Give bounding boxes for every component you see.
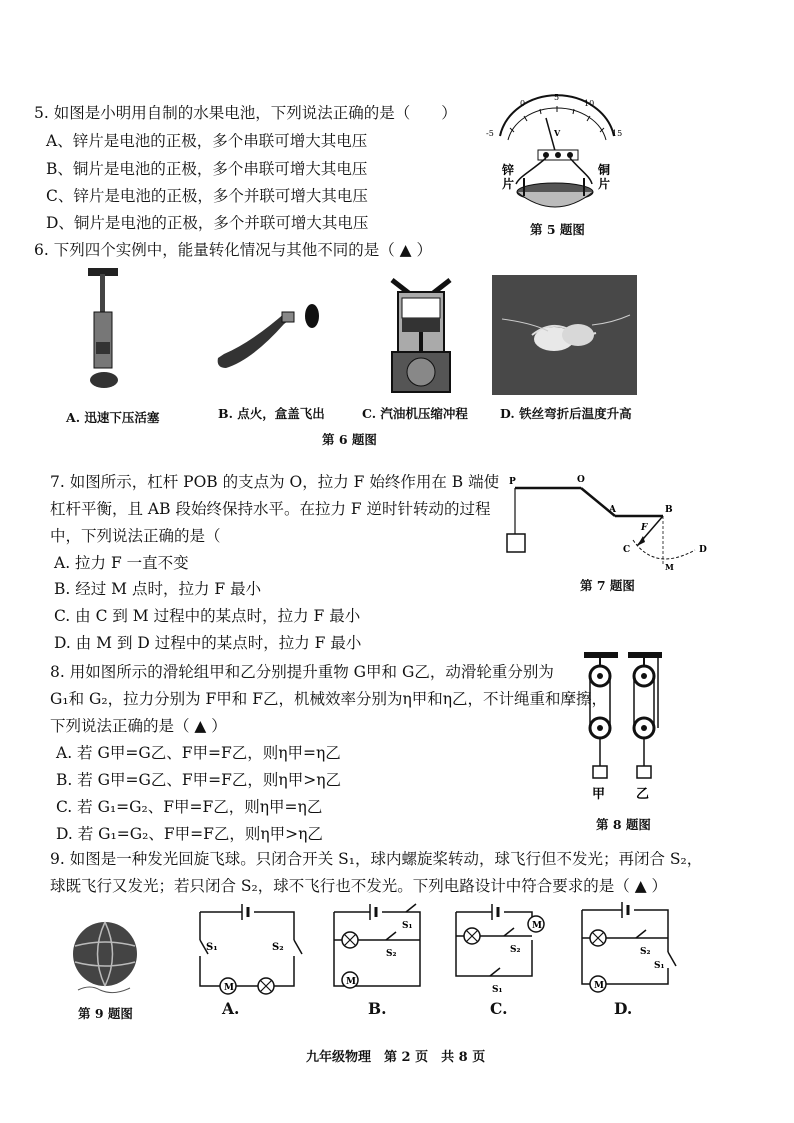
svg-text:S₂: S₂ (272, 942, 284, 953)
q7-lever-figure (505, 472, 715, 577)
svg-text:S₁: S₁ (492, 985, 503, 995)
svg-text:0: 0 (520, 99, 526, 108)
circuit-c-label: C. (490, 999, 508, 1018)
q6-option-d: D. 铁丝弯折后温度升高 (500, 406, 632, 421)
circuit-d (578, 896, 678, 1000)
page-footer: 九年级物理 第 2 页 共 8 页 (306, 1050, 486, 1065)
q7-option-a: A. 拉力 F 一直不变 (54, 554, 189, 572)
q7-line-2: 杠杆平衡，且 AB 段始终保持水平。在拉力 F 逆时针转动的过程 (50, 500, 491, 518)
circuit-a-label: A. (222, 999, 240, 1018)
q8-figure-caption: 第 8 题图 (596, 817, 651, 832)
svg-text:S₂: S₂ (640, 947, 651, 957)
q6-piston-figure (82, 268, 132, 396)
q8-option-b: B. 若 G甲=G乙、F甲=F乙，则η甲>η乙 (56, 771, 341, 789)
q9-flying-ball-photo (70, 918, 140, 998)
svg-text:O: O (577, 475, 585, 485)
svg-text:B: B (665, 505, 673, 515)
q7-line-3: 中，下列说法正确的是（ (50, 527, 221, 545)
q8-line-1: 8. 用如图所示的滑轮组甲和乙分别提升重物 G甲和 G乙，动滑轮重分别为 (50, 663, 554, 681)
q6-option-c: C. 汽油机压缩冲程 (362, 406, 468, 421)
zinc-label: 锌 (502, 163, 515, 177)
q8-pulley-figure (580, 652, 670, 804)
svg-text:片: 片 (598, 177, 611, 191)
q7-line-1: 7. 如图所示，杠杆 POB 的支点为 O，拉力 F 始终作用在 B 端使 (50, 473, 500, 491)
svg-text:S₁: S₁ (654, 961, 665, 971)
q6-igniter-figure (212, 298, 332, 378)
q8-option-c: C. 若 G₁=G₂、F甲=F乙，则η甲=η乙 (56, 798, 323, 816)
circuit-d-label: D. (614, 999, 633, 1018)
meter-tick-minus5: -5 (486, 129, 494, 138)
svg-text:D: D (699, 545, 707, 555)
svg-text:M: M (665, 562, 674, 572)
svg-text:M: M (224, 983, 234, 993)
q6-figure-caption: 第 6 题图 (322, 432, 377, 447)
svg-text:15: 15 (612, 129, 623, 138)
q5-option-b: B、铜片是电池的正极，多个串联可增大其电压 (46, 160, 368, 178)
q5-option-c: C、锌片是电池的正极，多个并联可增大其电压 (46, 187, 368, 205)
circuit-b-label: B. (368, 999, 387, 1018)
q5-fruit-battery-figure (480, 92, 630, 217)
q5-option-d: D、铜片是电池的正极，多个并联可增大其电压 (46, 214, 369, 232)
q6-option-b: B. 点火，盒盖飞出 (218, 406, 325, 421)
q6-option-a: A. 迅速下压活塞 (66, 410, 160, 425)
q7-option-c: C. 由 C 到 M 过程中的某点时，拉力 F 最小 (54, 607, 361, 625)
circuit-b (330, 900, 430, 1000)
q6-stem: 6. 下列四个实例中，能量转化情况与其他不同的是（ ▲ ） (34, 241, 432, 259)
svg-text:S₁: S₁ (402, 921, 413, 931)
q9-line-2: 球既飞行又发光；若只闭合 S₂，球不飞行也不发光。下列电路设计中符合要求的是（ ▲ ） (50, 877, 668, 895)
svg-text:片: 片 (502, 177, 515, 191)
svg-text:V: V (554, 128, 561, 138)
q8-line-2: G₁和 G₂，拉力分别为 F甲和 F乙，机械效率分别为η甲和η乙，不计绳重和摩擦， (50, 690, 608, 708)
q8-line-3: 下列说法正确的是（ ▲ ） (50, 717, 227, 735)
svg-text:M: M (532, 921, 542, 931)
pulley-yi-label: 乙 (636, 787, 650, 802)
q5-stem: 5. 如图是小明用自制的水果电池，下列说法正确的是（ ） (34, 104, 457, 122)
q9-figure-caption: 第 9 题图 (78, 1006, 133, 1021)
q5-option-a: A、锌片是电池的正极，多个串联可增大其电压 (46, 132, 368, 150)
svg-text:S₂: S₂ (386, 949, 397, 959)
svg-text:F: F (641, 523, 648, 533)
q7-figure-caption: 第 7 题图 (580, 578, 635, 593)
circuit-c (452, 900, 552, 1000)
svg-text:10: 10 (584, 99, 595, 108)
svg-text:S₂: S₂ (510, 945, 521, 955)
svg-text:S₁: S₁ (206, 942, 218, 953)
q6-wire-bending-photo (492, 275, 637, 395)
q5-figure-caption: 第 5 题图 (530, 222, 585, 237)
svg-text:P: P (509, 477, 516, 487)
q9-line-1: 9. 如图是一种发光回旋飞球。只闭合开关 S₁，球内螺旋桨转动，球飞行但不发光；再闭合 S₂， (50, 850, 703, 868)
q7-option-d: D. 由 M 到 D 过程中的某点时，拉力 F 最小 (54, 634, 362, 652)
svg-text:M: M (594, 981, 604, 991)
q8-option-a: A. 若 G甲=G乙、F甲=F乙，则η甲=η乙 (56, 744, 341, 762)
copper-label: 铜 (598, 163, 611, 177)
q8-option-d: D. 若 G₁=G₂、F甲=F乙，则η甲>η乙 (56, 825, 323, 843)
pulley-jia-label: 甲 (592, 787, 606, 802)
q7-option-b: B. 经过 M 点时，拉力 F 最小 (54, 580, 262, 598)
circuit-a (196, 900, 300, 1000)
svg-text:M: M (346, 977, 356, 987)
svg-text:A: A (609, 505, 616, 515)
svg-text:C: C (623, 545, 631, 555)
q6-engine-figure (388, 270, 454, 396)
svg-text:5: 5 (554, 93, 560, 102)
